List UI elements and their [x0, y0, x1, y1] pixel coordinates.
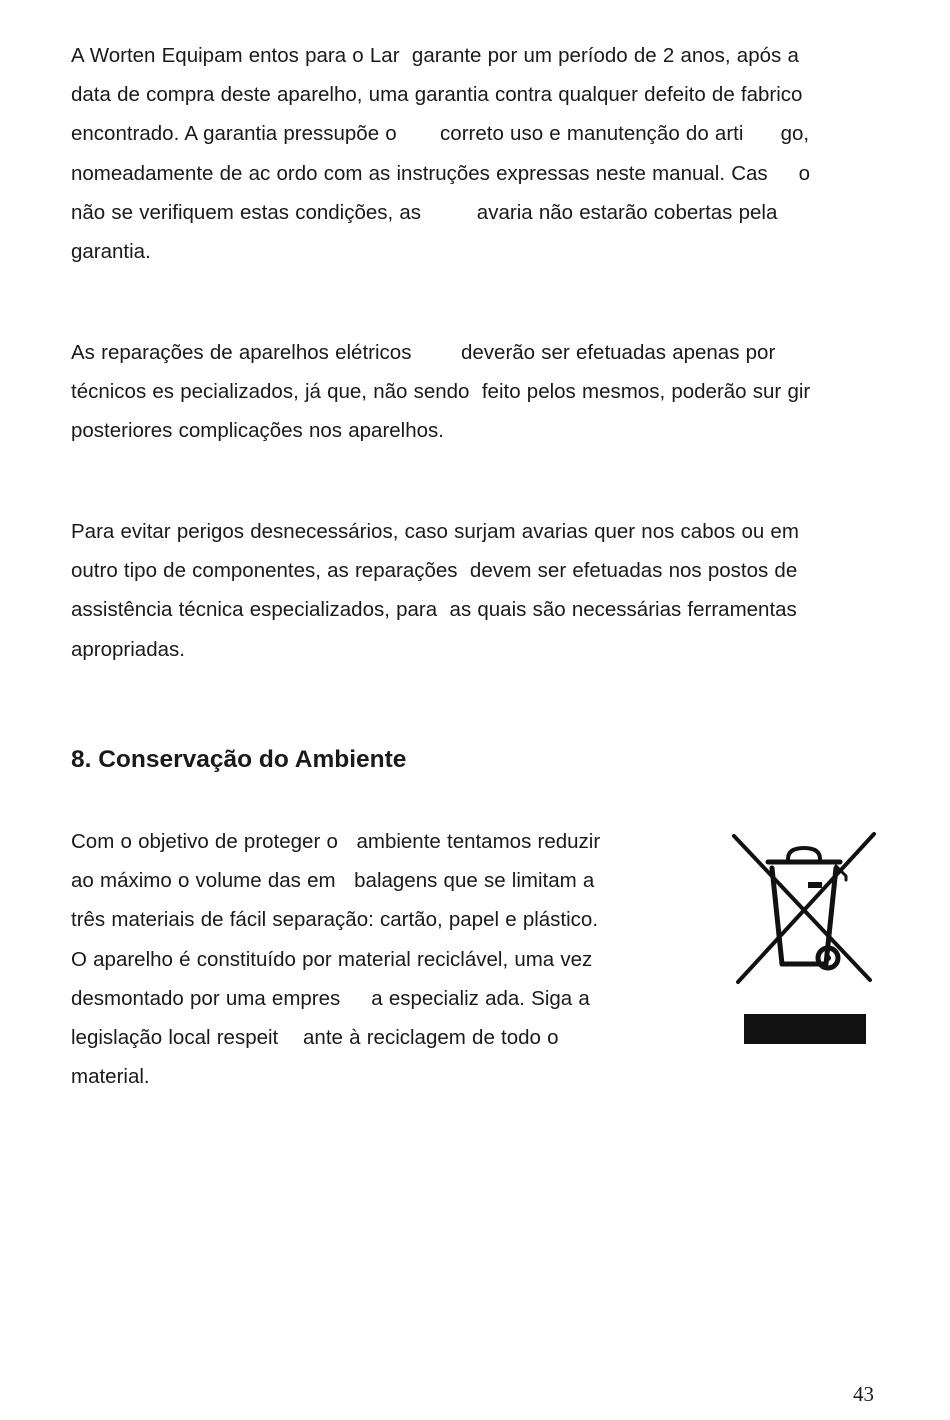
text-line: material.: [71, 1065, 150, 1089]
text-line: garantia.: [71, 240, 151, 264]
text-line: nomeadamente de ac ordo com as instruções expressas neste manual. Cas o: [71, 161, 811, 185]
repairs-paragraph: [71, 333, 810, 451]
crossed-out-wheelie-bin-icon: [728, 830, 880, 1050]
text-line: assistência técnica especializados, para as quais são necessárias ferramentas: [71, 598, 797, 622]
text-line: não se verifiquem estas condições, as avaria não estarão cobertas pela: [71, 200, 778, 224]
section-heading: 8. Conservação do Ambiente: [71, 746, 407, 773]
text-line: legislação local respeit ante à reciclagem de todo o: [71, 1026, 559, 1050]
environment-paragraph: [71, 822, 600, 1096]
text-line: ao máximo o volume das em balagens que se limitam a: [71, 869, 595, 893]
text-line: encontrado. A garantia pressupõe o correto uso e manutenção do arti go,: [71, 122, 810, 146]
text-line: apropriadas.: [71, 637, 185, 661]
text-line: A Worten Equipam entos para o Lar garante por um período de 2 anos, após a: [71, 44, 799, 67]
text-line: O aparelho é constituído por material reciclável, uma vez: [71, 947, 593, 971]
text-line: outro tipo de componentes, as reparações devem ser efetuadas nos postos de: [71, 559, 798, 583]
text-line: As reparações de aparelhos elétricos deverão ser efetuadas apenas por: [71, 341, 776, 364]
text-line: Com o objetivo de proteger o ambiente tentamos reduzir: [71, 830, 601, 853]
page-number: 43: [853, 1382, 874, 1406]
text-line: Para evitar perigos desnecessários, caso surjam avarias quer nos cabos ou em: [71, 520, 799, 543]
avoid-dangers-paragraph: [71, 512, 799, 669]
text-line: técnicos es pecializados, já que, não sendo feito pelos mesmos, poderão sur gir: [71, 380, 811, 404]
text-line: desmontado por uma empres a especializ ada. Siga a: [71, 986, 590, 1010]
text-line: data de compra deste aparelho, uma garantia contra qualquer defeito de fabrico: [71, 83, 803, 107]
text-line: três materiais de fácil separação: cartão, papel e plástico.: [71, 908, 599, 932]
warranty-paragraph: [71, 36, 810, 271]
text-line: posteriores complicações nos aparelhos.: [71, 419, 444, 443]
